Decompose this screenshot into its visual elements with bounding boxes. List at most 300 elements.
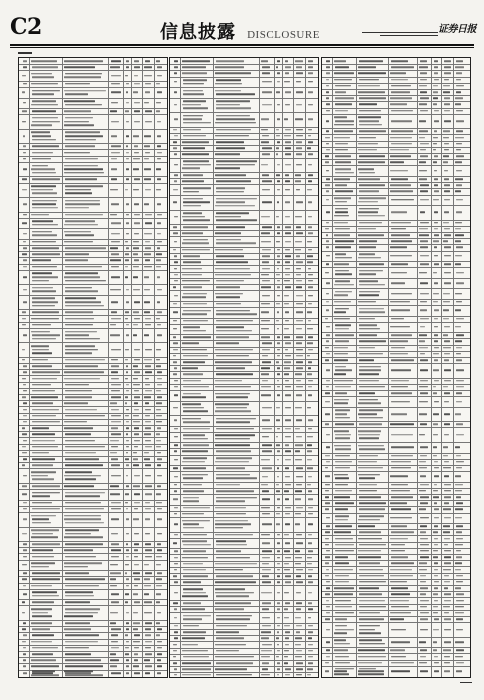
table-cell-text xyxy=(174,513,177,515)
table-cell-text xyxy=(65,359,105,361)
table-cell-text xyxy=(307,407,311,409)
table-cell-text xyxy=(64,110,90,112)
table-row xyxy=(322,428,470,444)
table-cell-text xyxy=(359,353,382,355)
table-cell-text xyxy=(110,585,117,587)
table-cell-text xyxy=(277,428,280,430)
table-cell-text xyxy=(420,606,427,608)
table-cell-text xyxy=(358,467,383,469)
table-cell-text xyxy=(65,189,91,191)
table-cell-text xyxy=(111,102,118,104)
table-cell-text xyxy=(276,148,278,150)
table-cell-text xyxy=(216,280,244,282)
table-cell-text xyxy=(295,563,300,565)
table-cell-text xyxy=(307,343,312,345)
table-cell-text xyxy=(144,276,149,278)
table-cell-text xyxy=(307,451,312,453)
table-cell-text xyxy=(22,446,26,448)
table-cell-text xyxy=(261,274,269,276)
table-cell-text xyxy=(308,650,314,652)
table-cell-text xyxy=(285,355,291,357)
table-cell-text xyxy=(65,479,96,481)
table-cell-text xyxy=(145,384,150,386)
table-cell-text xyxy=(434,120,439,122)
table-cell-text xyxy=(444,380,451,382)
table-cell-text xyxy=(390,424,414,426)
table-cell-text xyxy=(456,143,462,145)
table-cell-text xyxy=(455,293,461,295)
table-cell-text xyxy=(307,328,312,330)
table-cell-text xyxy=(285,451,291,453)
table-cell-text xyxy=(434,335,438,337)
table-cell-text xyxy=(326,222,329,224)
table-cell-text xyxy=(444,656,450,658)
table-cell-text xyxy=(456,650,464,652)
table-cell-text xyxy=(215,461,249,463)
table-cell-text xyxy=(183,467,206,469)
table-cell-text xyxy=(183,187,211,189)
table-cell-text xyxy=(335,208,348,210)
table-cell-text xyxy=(125,647,129,649)
table-cell-text xyxy=(308,92,312,94)
table-cell-text xyxy=(335,503,354,505)
table-cell-text xyxy=(23,458,27,460)
table-cell-text xyxy=(296,320,304,322)
table-cell-text xyxy=(444,490,451,492)
table-cell-text xyxy=(420,556,429,558)
table-cell-text xyxy=(216,303,241,305)
table-cell-text xyxy=(144,458,150,460)
table-cell-text xyxy=(433,532,438,534)
table-cell-text xyxy=(126,390,129,392)
table-cell-text xyxy=(144,434,151,436)
table-cell-text xyxy=(183,286,203,288)
table-cell-text xyxy=(307,445,312,447)
table-cell-text xyxy=(262,575,269,577)
table-cell-text xyxy=(23,543,27,545)
table-cell-text xyxy=(182,596,207,598)
table-cell-text xyxy=(420,353,426,355)
table-cell-text xyxy=(133,612,138,614)
table-cell-text xyxy=(65,235,94,237)
table-cell-text xyxy=(358,474,379,476)
table-cell-text xyxy=(434,359,438,361)
table-cell-text xyxy=(391,532,413,534)
table-cell-text xyxy=(65,104,101,106)
table-cell-text xyxy=(65,298,96,300)
table-cell-text xyxy=(183,534,207,536)
table-cell-text xyxy=(133,458,138,460)
table-cell-text xyxy=(32,224,58,226)
table-cell-text xyxy=(358,550,380,552)
table-cell-text xyxy=(325,359,329,361)
table-cell-text xyxy=(144,452,149,454)
table-cell-text xyxy=(285,141,291,143)
table-cell-text xyxy=(456,185,462,187)
table-cell-text xyxy=(419,509,425,511)
table-cell-text xyxy=(216,104,240,106)
table-cell-text xyxy=(126,550,129,552)
table-cell-text xyxy=(145,647,150,649)
table-cell-text xyxy=(126,92,128,94)
table-cell-text xyxy=(65,573,89,575)
table-cell-text xyxy=(455,310,461,312)
table-cell-text xyxy=(156,266,161,268)
table-cell-text xyxy=(183,160,209,162)
table-cell-text xyxy=(215,609,244,611)
table-cell-text xyxy=(262,569,271,571)
table-cell-text xyxy=(334,399,348,401)
table-cell-text xyxy=(216,141,244,143)
table-cell-text xyxy=(174,216,178,218)
table-cell-text xyxy=(22,324,26,326)
table-cell-text xyxy=(183,563,203,565)
table-cell-text xyxy=(111,465,121,467)
table-cell-text xyxy=(64,403,87,405)
table-cell-text xyxy=(262,420,270,422)
table-cell-text xyxy=(444,503,449,505)
table-cell-text xyxy=(174,262,178,264)
table-cell-text xyxy=(182,644,198,646)
table-cell-text xyxy=(65,653,91,655)
table-cell-text xyxy=(156,434,159,436)
table-cell-text xyxy=(444,401,449,403)
table-cell-text xyxy=(284,662,288,664)
table-cell-text xyxy=(391,347,405,349)
table-cell-text xyxy=(308,592,312,594)
table-cell-text xyxy=(23,593,26,595)
table-cell-text xyxy=(133,465,139,467)
table-cell-text xyxy=(308,361,312,363)
table-cell-text xyxy=(64,165,98,167)
table-cell-text xyxy=(277,617,280,619)
table-cell-text xyxy=(443,347,451,349)
table-cell-text xyxy=(23,102,27,104)
table-cell-text xyxy=(391,525,407,527)
table-cell-text xyxy=(420,629,428,631)
table-cell-text xyxy=(296,355,303,357)
table-cell-text xyxy=(65,200,101,202)
table-cell-text xyxy=(277,669,279,671)
table-cell-text xyxy=(65,635,99,637)
table-cell-text xyxy=(359,477,375,479)
table-cell-text xyxy=(23,502,26,504)
table-cell-text xyxy=(456,600,464,602)
table-cell-text xyxy=(456,170,462,172)
table-cell-text xyxy=(64,224,98,226)
table-cell-text xyxy=(183,220,210,222)
table-cell-text xyxy=(31,189,53,191)
table-cell-text xyxy=(216,467,245,469)
table-cell-text xyxy=(32,193,57,195)
table-cell-text xyxy=(391,370,411,372)
table-cell-text xyxy=(31,660,55,662)
table-cell-text xyxy=(308,81,314,83)
table-cell-text xyxy=(419,662,427,664)
table-cell-text xyxy=(285,274,290,276)
table-cell-text xyxy=(183,239,208,241)
table-cell-text xyxy=(455,234,464,236)
header-rule xyxy=(10,44,474,46)
table-cell-text xyxy=(65,446,105,448)
table-cell-text xyxy=(23,653,27,655)
table-cell-text xyxy=(110,653,116,655)
table-cell-text xyxy=(157,334,162,336)
table-cell-text xyxy=(359,110,381,112)
table-cell-text xyxy=(65,647,89,649)
table-cell-text xyxy=(215,168,240,170)
table-cell-text xyxy=(261,459,270,461)
table-cell-text xyxy=(157,222,161,224)
table-cell-text xyxy=(262,380,268,382)
table-cell-text xyxy=(284,328,289,330)
table-cell-text xyxy=(183,83,204,85)
table-cell-text xyxy=(358,257,381,259)
table-cell-text xyxy=(296,507,303,509)
table-cell-text xyxy=(390,618,404,620)
table-cell-text xyxy=(32,378,58,380)
table-cell-text xyxy=(215,274,250,276)
table-cell-text xyxy=(125,349,129,351)
table-cell-text xyxy=(64,485,94,487)
table-cell-text xyxy=(64,77,101,79)
table-cell-text xyxy=(261,233,270,235)
table-cell-text xyxy=(358,168,374,170)
table-cell-text xyxy=(359,373,379,375)
table-cell-text xyxy=(133,276,138,278)
table-cell-text xyxy=(65,318,94,320)
table-cell-text xyxy=(335,110,349,112)
table-cell-text xyxy=(65,204,100,206)
table-cell-text xyxy=(277,644,279,646)
table-cell-text xyxy=(126,168,129,170)
table-cell-text xyxy=(183,122,210,124)
table-cell-text xyxy=(359,448,385,450)
table-cell-text xyxy=(434,569,438,571)
table-cell-text xyxy=(335,467,349,469)
table-cell-text xyxy=(183,484,202,486)
table-cell-text xyxy=(111,92,122,94)
table-cell-text xyxy=(335,274,352,276)
table-cell-text xyxy=(133,254,138,256)
table-cell-text xyxy=(308,617,311,619)
table-cell-text xyxy=(277,592,280,594)
table-cell-text xyxy=(32,67,59,69)
table-cell-text xyxy=(216,108,252,110)
table-cell-text xyxy=(216,596,249,598)
table-cell-text xyxy=(391,461,411,463)
table-cell-text xyxy=(32,543,61,545)
table-cell-text xyxy=(358,85,379,87)
table-cell-text xyxy=(183,90,203,92)
table-cell-text xyxy=(215,205,254,207)
table-cell-text xyxy=(277,575,280,577)
table-cell-text xyxy=(23,289,28,291)
table-cell-text xyxy=(125,403,127,405)
table-cell-text xyxy=(156,622,160,624)
table-cell-text xyxy=(157,247,160,249)
table-cell-text xyxy=(183,374,203,376)
table-cell-text xyxy=(157,465,161,467)
table-cell-text xyxy=(145,427,151,429)
table-cell-text xyxy=(444,370,451,372)
table-cell-text xyxy=(434,185,437,187)
table-cell-text xyxy=(420,392,428,394)
table-cell-text xyxy=(174,609,177,611)
table-cell-text xyxy=(261,368,270,370)
table-cell-text xyxy=(276,320,279,322)
table-cell-text xyxy=(174,445,178,447)
table-cell-text xyxy=(326,341,329,343)
table-cell-text xyxy=(443,525,450,527)
table-cell-text xyxy=(32,384,51,386)
table-cell-text xyxy=(326,461,330,463)
table-cell-text xyxy=(174,255,177,257)
table-cell-text xyxy=(308,154,314,156)
table-cell-text xyxy=(295,119,303,121)
table-row xyxy=(170,112,318,128)
table-cell-text xyxy=(335,185,347,187)
table-cell-text xyxy=(156,440,161,442)
column-1-rows xyxy=(19,58,167,677)
table-cell-text xyxy=(216,490,255,492)
table-cell-text xyxy=(358,228,376,230)
table-cell-text xyxy=(456,496,462,498)
table-cell-text xyxy=(326,241,329,243)
table-cell-text xyxy=(296,226,301,228)
table-cell-text xyxy=(456,392,463,394)
table-cell-text xyxy=(308,602,312,604)
table-cell-text xyxy=(326,370,330,372)
table-cell-text xyxy=(444,575,449,577)
table-cell-text xyxy=(335,149,348,151)
table-cell-text xyxy=(434,155,437,157)
table-cell-text xyxy=(182,60,210,62)
table-cell-text xyxy=(295,617,301,619)
table-cell-text xyxy=(334,79,351,81)
table-row xyxy=(170,158,318,174)
table-cell-text xyxy=(215,83,241,85)
table-cell-text xyxy=(216,638,243,640)
table-cell-text xyxy=(433,353,439,355)
table-cell-text xyxy=(285,233,292,235)
table-cell-text xyxy=(65,139,96,141)
table-cell-text xyxy=(334,640,346,642)
table-cell-text xyxy=(173,374,177,376)
table-cell-text xyxy=(182,154,209,156)
table-cell-text xyxy=(111,372,118,374)
table-cell-text xyxy=(111,359,118,361)
table-cell-text xyxy=(285,154,291,156)
table-cell-text xyxy=(32,334,61,336)
table-cell-text xyxy=(23,60,26,62)
table-cell-text xyxy=(173,650,177,652)
table-cell-text xyxy=(216,544,247,546)
table-row xyxy=(322,622,470,638)
table-cell-text xyxy=(31,529,59,531)
section-title-en: DISCLOSURE xyxy=(247,29,320,41)
table-cell-text xyxy=(126,543,128,545)
table-cell-text xyxy=(307,241,311,243)
table-cell-text xyxy=(284,563,289,565)
table-cell-text xyxy=(156,593,161,595)
table-cell-text xyxy=(65,529,99,531)
table-cell-text xyxy=(145,485,152,487)
table-cell-text xyxy=(23,440,27,442)
table-cell-text xyxy=(126,152,129,154)
table-cell-text xyxy=(216,484,240,486)
table-cell-text xyxy=(277,328,280,330)
table-cell-text xyxy=(64,124,94,126)
table-cell-text xyxy=(182,216,205,218)
table-cell-text xyxy=(173,467,178,469)
table-cell-text xyxy=(65,666,103,668)
table-cell-text xyxy=(276,490,280,492)
table-cell-text xyxy=(391,91,410,93)
table-cell-text xyxy=(145,550,152,552)
table-cell-text xyxy=(391,484,407,486)
table-cell-text xyxy=(455,228,461,230)
table-cell-text xyxy=(110,189,118,191)
table-cell-text xyxy=(174,241,177,243)
table-cell-text xyxy=(420,282,427,284)
table-cell-text xyxy=(420,484,429,486)
table-cell-text xyxy=(359,155,384,157)
table-cell-text xyxy=(126,409,130,411)
table-cell-text xyxy=(262,524,272,526)
table-cell-text xyxy=(307,262,313,264)
table-cell-text xyxy=(444,581,449,583)
table-cell-text xyxy=(284,490,288,492)
table-cell-text xyxy=(420,293,429,295)
table-cell-text xyxy=(277,395,280,397)
table-cell-text xyxy=(133,334,137,336)
table-cell-text xyxy=(182,274,202,276)
table-cell-text xyxy=(420,581,426,583)
table-cell-text xyxy=(443,310,449,312)
table-cell-text xyxy=(182,349,206,351)
table-cell-text xyxy=(32,612,48,614)
table-cell-text xyxy=(277,542,280,544)
table-cell-text xyxy=(308,303,312,305)
table-cell-text xyxy=(391,662,414,664)
table-cell-text xyxy=(325,347,329,349)
table-cell-text xyxy=(144,312,149,314)
table-cell-text xyxy=(126,440,128,442)
table-cell-text xyxy=(390,575,413,577)
table-cell-text xyxy=(444,143,449,145)
table-cell-text xyxy=(456,247,463,249)
table-cell-text xyxy=(334,587,354,589)
table-cell-text xyxy=(296,81,300,83)
table-cell-text xyxy=(216,243,256,245)
table-cell-text xyxy=(126,60,129,62)
table-cell-text xyxy=(276,513,280,515)
table-cell-text xyxy=(455,222,462,224)
table-cell-text xyxy=(444,413,451,415)
table-cell-text xyxy=(455,178,463,180)
table-cell-text xyxy=(157,75,162,77)
table-cell-text xyxy=(455,191,461,193)
table-cell-text xyxy=(32,273,52,275)
table-cell-text xyxy=(334,474,347,476)
table-cell-text xyxy=(133,452,137,454)
table-cell-text xyxy=(277,551,280,553)
table-cell-text xyxy=(334,403,348,405)
table-cell-text xyxy=(126,533,129,535)
table-cell-text xyxy=(308,662,312,664)
table-cell-text xyxy=(64,231,91,233)
